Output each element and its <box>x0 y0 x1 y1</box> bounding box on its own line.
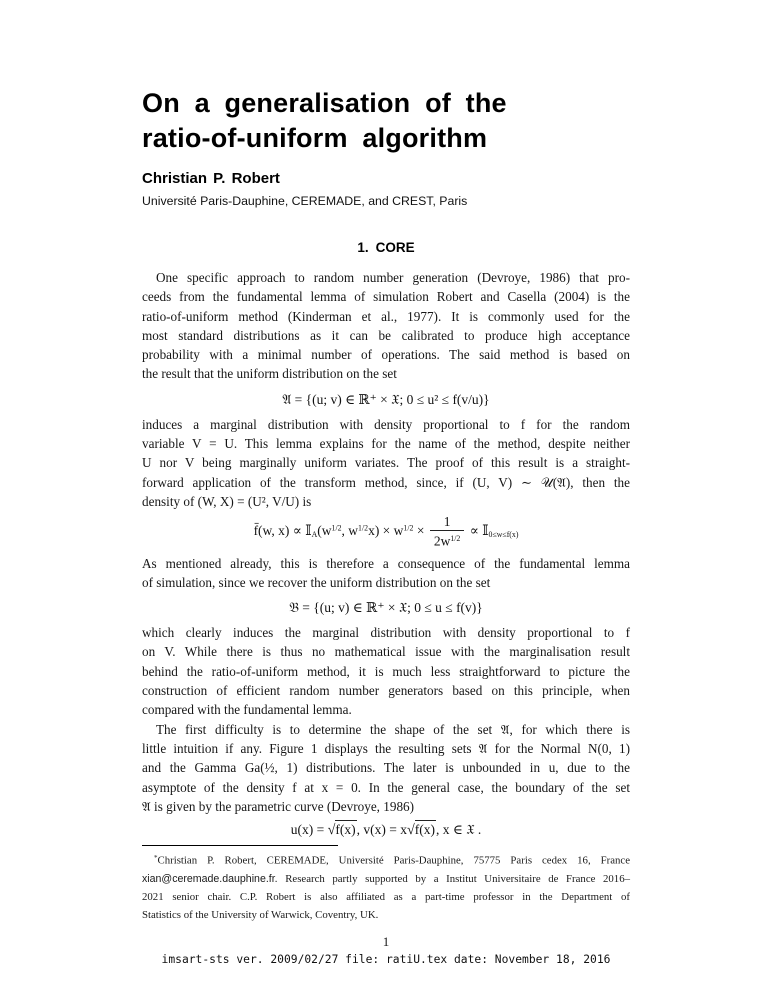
footnote <box>142 849 630 924</box>
text-line: 𝔄 is given by the parametric curve (Devroye, 1986) <box>142 798 415 814</box>
text-line: As mentioned already, this is therefore a consequence of the fundamental lemma <box>142 555 630 571</box>
equation-set-B: 𝔅 = {(u; v) ∈ ℝ⁺ × 𝔛; 0 ≤ u ≤ f(v)} <box>289 600 483 616</box>
math-subscript: A <box>311 530 318 540</box>
paragraph-5 <box>142 720 630 816</box>
equation-boundary <box>142 820 630 840</box>
email-text: xian@ceremade.dauphine.fr. <box>142 872 278 885</box>
math-text: 2w <box>433 533 451 549</box>
math-text: , x ∈ 𝔛 . <box>436 822 482 838</box>
title-line-2: ratio-of-uniform algorithm <box>142 123 488 153</box>
section-heading <box>142 239 630 256</box>
math-text: ∝ 𝕀 <box>469 523 489 539</box>
fraction <box>430 515 465 548</box>
text-line: most standard distributions as it can be calibrated to produce high acceptance <box>142 327 630 343</box>
math-text: x) × w <box>368 523 404 539</box>
text-line: variable V = U. This lemma explains for the name of the method, despite neither <box>142 436 630 452</box>
text-line: The first difficulty is to determine the shape of the set 𝔄, for which there is <box>156 721 630 737</box>
paper-title <box>142 86 630 156</box>
paragraph-3 <box>142 554 630 593</box>
text-line: forward application of the transform method, since, if (U, V) ∼ 𝒰(𝔄), then the <box>142 474 630 490</box>
fraction-numerator: 1 <box>430 515 465 531</box>
radical-sign: √ <box>327 822 336 839</box>
math-text: f̄(w, x) ∝ 𝕀 <box>253 523 312 539</box>
text-line: U nor V being marginally uniform variates. The proof of this result is a straight- <box>142 455 630 471</box>
title-line-1: On a generalisation of the <box>142 88 507 118</box>
section-number: 1. <box>357 240 369 255</box>
page-number: 1 <box>382 934 390 950</box>
footnote-text: Christian P. Robert, CEREMADE, Université Paris-Dauphine, 75775 Paris cedex 16, France <box>157 854 630 867</box>
text-line: One specific approach to random number generation (Devroye, 1986) that pro- <box>156 270 630 285</box>
footnote-text: Research partly supported by a Institut Universitaire de France 2016– <box>277 872 630 885</box>
text-line: induces a marginal distribution with density proportional to f for the random <box>142 416 630 432</box>
text-line: behind the ratio-of-uniform method, it is much less straightforward to picture the <box>142 663 630 679</box>
math-text: (w <box>317 523 332 539</box>
equation-set-A: 𝔄 = {(u; v) ∈ ℝ⁺ × 𝔛; 0 ≤ u² ≤ f(v/u)} <box>282 391 490 407</box>
paragraph-1 <box>142 268 630 384</box>
math-superscript: 1/2 <box>450 534 461 544</box>
author-affiliation: Université Paris-Dauphine, CEREMADE, and CREST, Paris <box>142 194 468 208</box>
fraction-denominator <box>430 531 465 548</box>
footnote-line <box>142 870 630 888</box>
multiply-sign: × <box>416 523 425 539</box>
sqrt-argument: f(x) <box>414 822 435 838</box>
footnote-line: 2021 senior chair. C.P. Robert is also affiliated as a part-time professor in the Department of <box>142 891 630 904</box>
text-line: of simulation, since we recover the uniform distribution on the set <box>142 574 491 590</box>
equation-density <box>142 515 630 548</box>
paragraph-2 <box>142 415 630 511</box>
math-subscript: 0≤w≤f(x) <box>488 530 519 540</box>
math-superscript: 1/2 <box>403 523 414 533</box>
text-line: asymptote of the density f at x = 0. In the general case, the boundary of the set <box>142 779 630 795</box>
author-name: Christian P. Robert <box>142 170 280 187</box>
math-text: , v(x) = x <box>356 822 407 838</box>
text-line: on V. While there is thus no mathematical issue with the marginalisation result <box>142 644 630 660</box>
sqrt-argument: f(x) <box>335 822 356 838</box>
text-line: ceeds from the fundamental lemma of simulation Robert and Casella (2004) is the <box>142 289 630 305</box>
paragraph-4 <box>142 623 630 719</box>
text-line: little intuition if any. Figure 1 displays the resulting sets 𝔄 for the Normal N(0, 1) <box>142 740 630 756</box>
text-line: compared with the fundamental lemma. <box>142 702 352 718</box>
text-line: ratio-of-uniform method (Kinderman et al., 1977). It is commonly used for the <box>142 308 630 324</box>
math-superscript: 1/2 <box>331 523 342 533</box>
text-line: which clearly induces the marginal distribution with density proportional to f <box>142 625 630 641</box>
footnote-line <box>142 849 630 870</box>
footnote-line: Statistics of the University of Warwick, Coventry, UK. <box>142 909 379 922</box>
radical-sign: √ <box>406 822 415 839</box>
text-line: the result that the uniform distribution on the set <box>142 366 397 382</box>
text-line: construction of efficient random number generators based on this principle, when <box>142 683 630 699</box>
math-text: u(x) = <box>290 822 325 838</box>
math-text: , w <box>341 523 359 539</box>
footnote-rule <box>142 845 338 846</box>
text-line: density of (W, X) = (U², V/U) is <box>142 493 312 509</box>
section-title: CORE <box>375 240 415 255</box>
footnote-marker: * <box>154 854 158 863</box>
math-superscript: 1/2 <box>358 523 369 533</box>
text-line: probability with a minimal number of operations. The said method is based on <box>142 347 630 363</box>
text-line: and the Gamma Ga(½, 1) distributions. The later is unbounded in u, due to the <box>142 760 630 776</box>
document-footer-line: imsart-sts ver. 2009/02/27 file: ratiU.tex date: November 18, 2016 <box>161 953 611 967</box>
